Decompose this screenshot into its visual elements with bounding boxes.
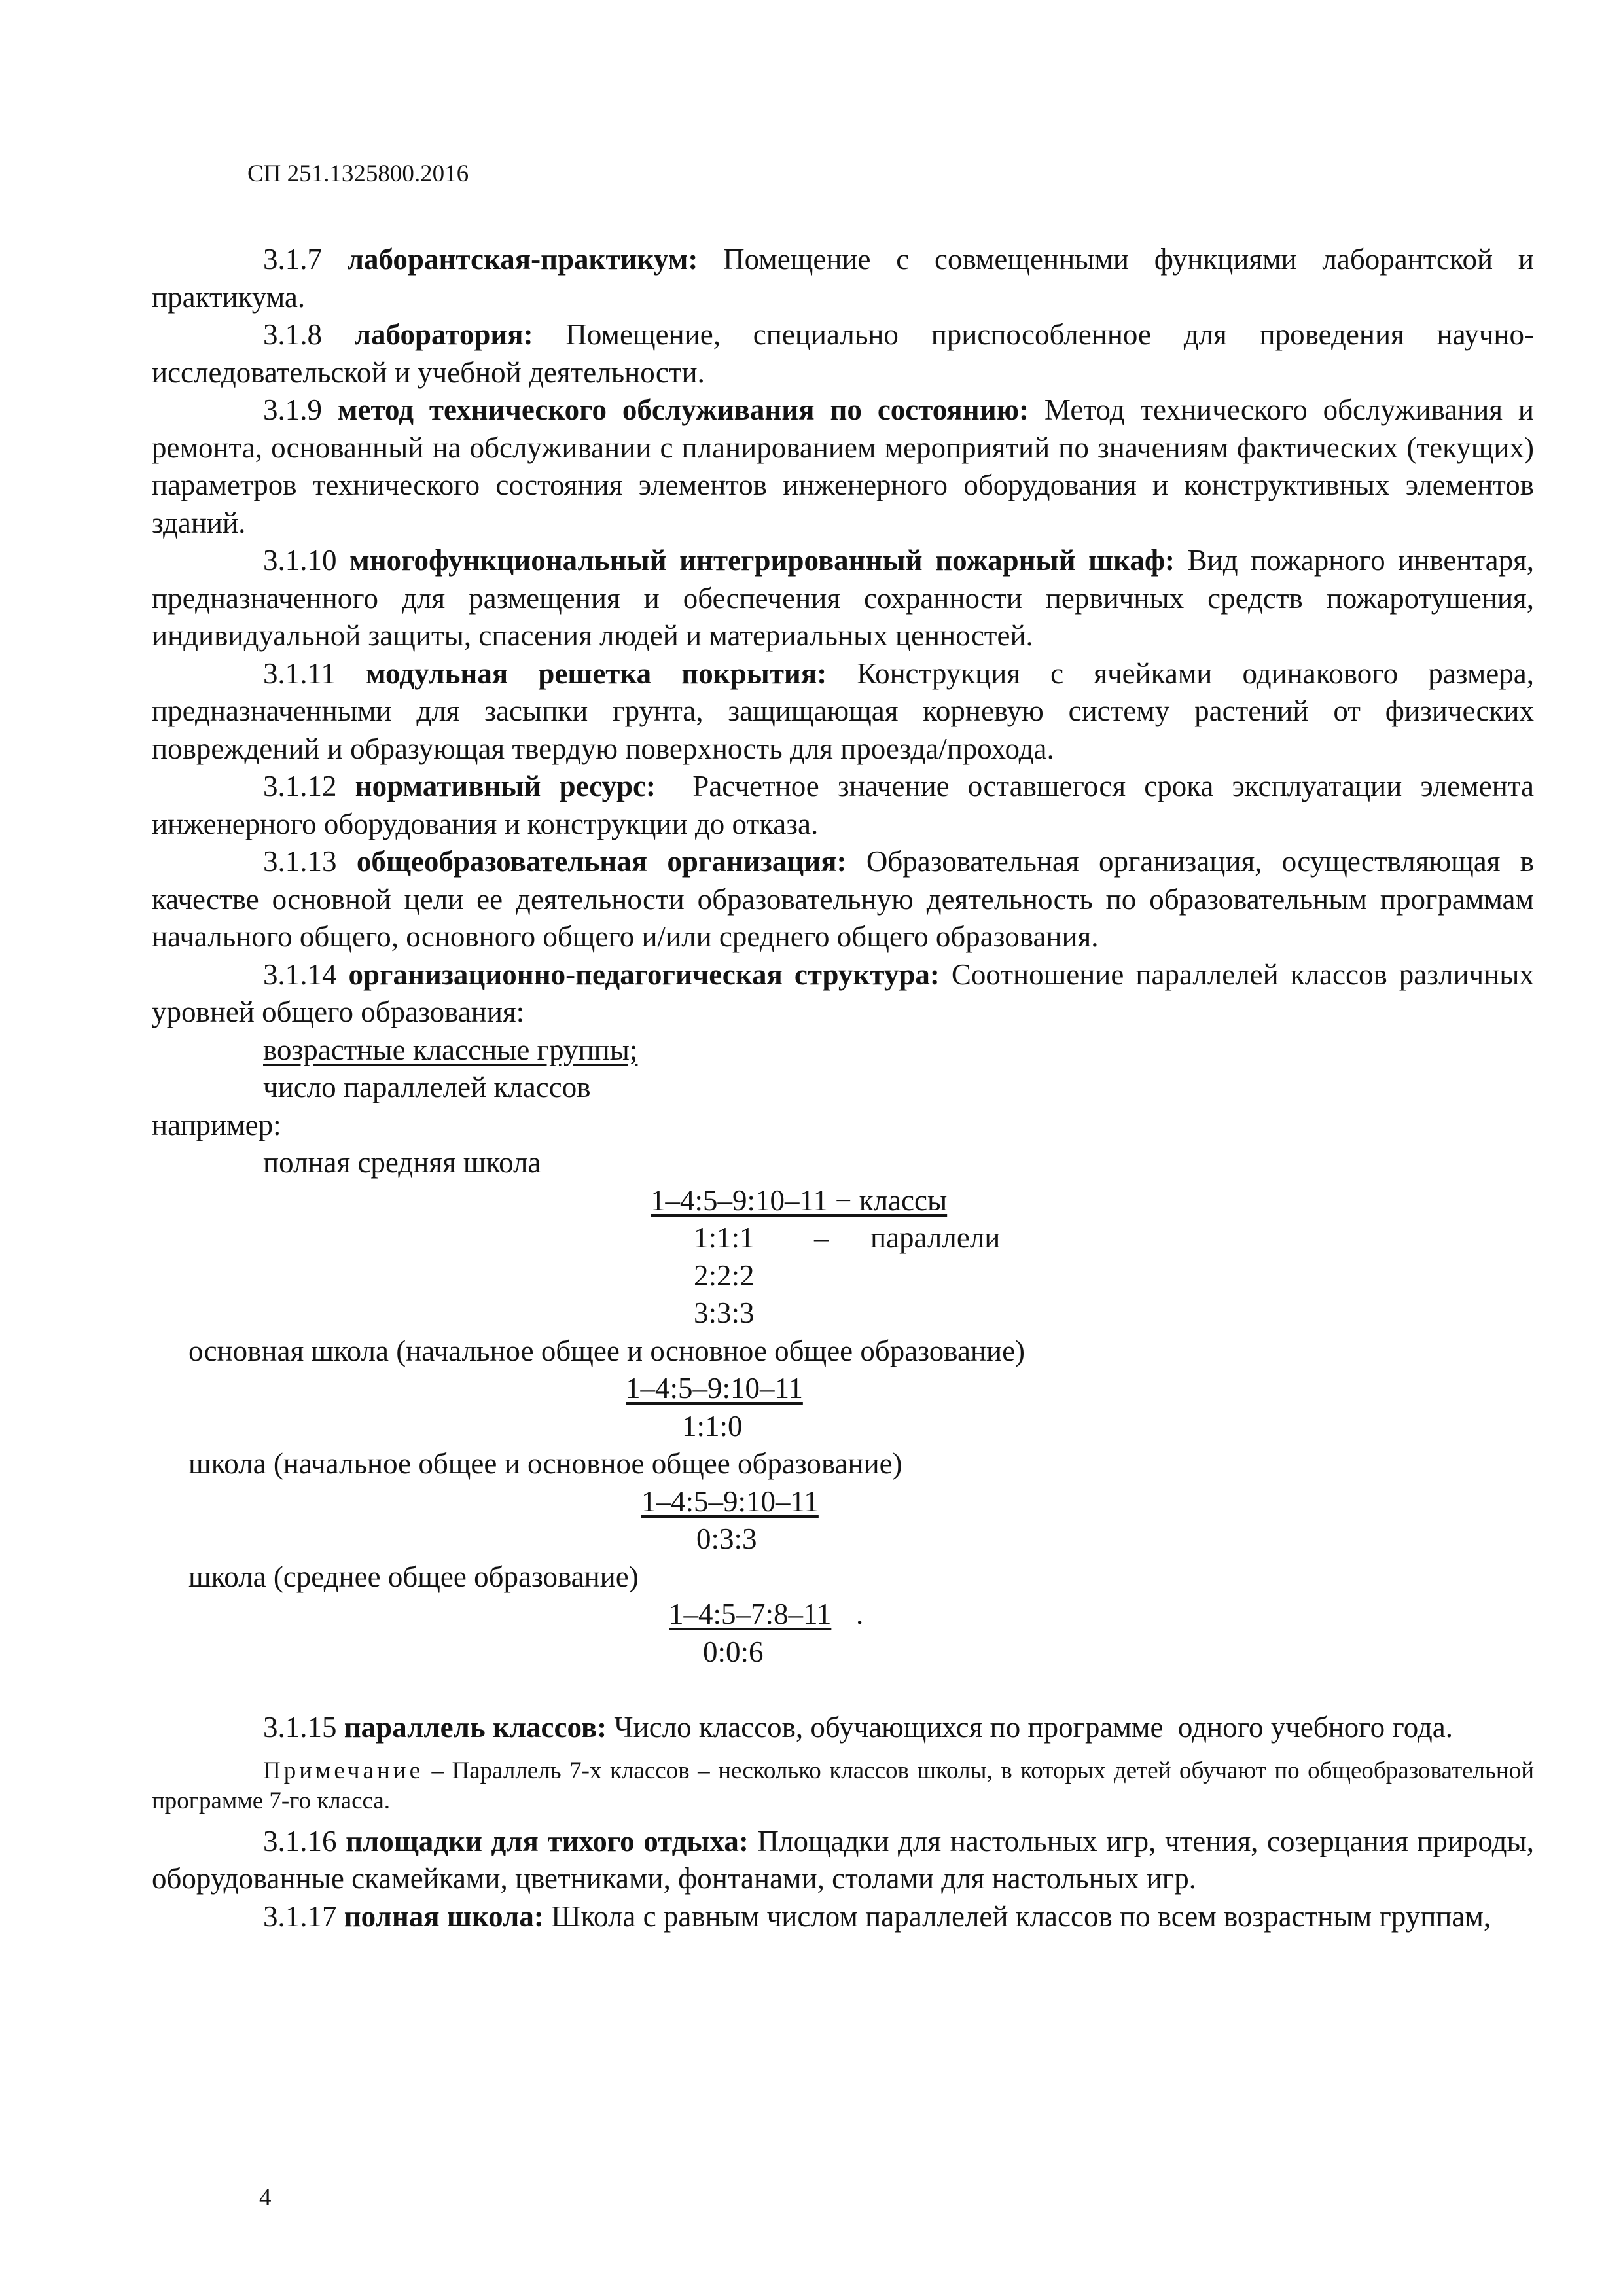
school3-label: школа (среднее общее образование) <box>188 1560 639 1593</box>
definition-3-1-13 <box>152 843 1534 956</box>
def-text: Образовательная организация, осуществляющая в качестве основной цели ее деятельности образовательную деятельность по образовательным программам начального общего, основного общего и/или среднего общего образования. <box>152 845 1534 953</box>
definition-3-1-9 <box>152 391 1534 542</box>
definition-3-1-15 <box>152 1709 1534 1747</box>
def-text: Школа с равным числом параллелей классов по всем возрастным группам, <box>543 1899 1491 1933</box>
ratio-value: 1:1:0 <box>682 1409 743 1443</box>
def-number: 3.1.14 <box>263 958 337 991</box>
definition-3-1-12 <box>152 768 1542 843</box>
school2-formula <box>152 1483 1534 1521</box>
def-text: Конструкция с ячейками одинакового размера, предназначенными для засыпки грунта, защищающая корневую систему растений от физических повреждений и образующая твердую поверхность для проезда/прохода. <box>152 656 1535 765</box>
ratio-value: 2:2:2 <box>694 1259 755 1292</box>
def-term: лаборатория: <box>354 318 533 351</box>
formula-text: 1–4:5–9:10–11 <box>626 1372 803 1405</box>
def-number: 3.1.10 <box>263 544 337 577</box>
def-text: Помещение, специально приспособленное для проведения научно-исследовательской и учебной деятельности. <box>152 318 1534 389</box>
definition-3-1-8 <box>152 316 1534 391</box>
note-label: Примечание <box>263 1757 423 1784</box>
definition-3-1-17 <box>152 1898 1534 1936</box>
def-number: 3.1.17 <box>263 1899 337 1933</box>
school2-label: школа (начальное общее и основное общее образование) <box>188 1447 902 1480</box>
document-body <box>152 241 1542 1935</box>
def-term: параллель классов: <box>344 1711 607 1744</box>
page-header: СП 251.1325800.2016 <box>247 160 469 187</box>
def-number: 3.1.11 <box>263 656 336 690</box>
spacer <box>152 1671 1534 1709</box>
structure-line-2: число параллелей классов <box>263 1071 591 1103</box>
def-number: 3.1.12 <box>263 770 337 802</box>
def-number: 3.1.15 <box>263 1711 337 1744</box>
school3-ratio <box>152 1634 1534 1672</box>
definition-3-1-10 <box>152 542 1534 655</box>
def-term: модульная решетка покрытия: <box>365 656 827 690</box>
structure-line-1: возрастные классные группы; <box>263 1033 638 1066</box>
def-number: 3.1.13 <box>263 845 337 878</box>
ratio-label: параллели <box>870 1221 1001 1254</box>
formula-text: 1–4:5–9:10–11 − классы <box>651 1183 948 1217</box>
ratio-value: 0:3:3 <box>696 1522 757 1555</box>
def-number: 3.1.8 <box>263 318 322 351</box>
definition-3-1-14 <box>152 956 1534 1031</box>
formula-dot: . <box>856 1598 864 1630</box>
full-school-ratio-2 <box>152 1257 1534 1295</box>
def-number: 3.1.7 <box>263 243 322 276</box>
full-school-formula <box>152 1182 1534 1220</box>
formula-text: 1–4:5–9:10–11 <box>641 1484 819 1518</box>
definition-3-1-16 <box>152 1823 1534 1898</box>
def-term: полная школа: <box>344 1899 544 1933</box>
def-number: 3.1.9 <box>263 393 322 426</box>
basic-school-ratio <box>152 1408 1534 1446</box>
def-term: площадки для тихого отдыха: <box>346 1824 749 1857</box>
basic-school-label: основная школа (начальное общее и основное общее образование) <box>188 1334 1026 1367</box>
def-text: Вид пожарного инвентаря, предназначенного для размещения и обеспечения сохранности первичных средств пожаротушения, индивидуальной защиты, спасения людей и материальных ценностей. <box>152 544 1535 652</box>
full-school-label: полная средняя школа <box>263 1146 541 1179</box>
school3-formula <box>152 1596 1534 1634</box>
def-text: Соотношение параллелей классов различных уровней общего образования: <box>152 958 1534 1028</box>
def-text: Площадки для настольных игр, чтения, созерцания природы, оборудованные скамейками, цветниками, фонтанами, столами для настольных игр. <box>152 1824 1534 1895</box>
def-term: многофункциональный интегрированный пожарный шкаф: <box>349 544 1175 577</box>
def-term: организационно-педагогическая структура: <box>348 958 940 991</box>
school2-ratio <box>152 1520 1534 1558</box>
ratio-dash: – <box>814 1221 829 1254</box>
ratio-value: 1:1:1 <box>694 1221 755 1254</box>
definition-3-1-7 <box>152 241 1534 316</box>
def-term: метод технического обслуживания по состоянию: <box>337 393 1029 426</box>
definition-3-1-11 <box>152 655 1534 768</box>
def-number: 3.1.16 <box>263 1824 337 1857</box>
page-number: 4 <box>259 2184 272 2211</box>
example-label: например: <box>152 1108 281 1141</box>
ratio-value: 3:3:3 <box>694 1297 755 1329</box>
note <box>152 1756 1534 1816</box>
ratio-value: 0:0:6 <box>703 1635 764 1668</box>
def-term: нормативный ресурс: <box>355 770 656 802</box>
def-text: Метод технического обслуживания и ремонта, основанный на обслуживании с планированием мероприятий по значениям фактических (текущих) параметров технического состояния элементов инженерного оборудования и конструктивных элементов зданий. <box>152 393 1535 539</box>
def-text: Расчетное значение оставшегося срока эксплуатации элемента инженерного оборудования и конструкции до отказа. <box>152 770 1542 840</box>
def-text: Помещение с совмещенными функциями лаборантской и практикума. <box>152 243 1534 314</box>
formula-text: 1–4:5–7:8–11 <box>669 1598 832 1630</box>
full-school-ratio-1 <box>152 1219 1534 1257</box>
full-school-ratio-3 <box>152 1295 1534 1333</box>
note-text: – Параллель 7-х классов – несколько классов школы, в которых детей обучают по общеобразовательной программе 7-го класса. <box>152 1757 1534 1814</box>
basic-school-formula <box>152 1370 1534 1408</box>
def-text: Число классов, обучающихся по программе одного учебного года. <box>607 1711 1454 1744</box>
def-term: лаборантская-практикум: <box>347 243 698 276</box>
def-term: общеобразовательная организация: <box>356 845 847 878</box>
